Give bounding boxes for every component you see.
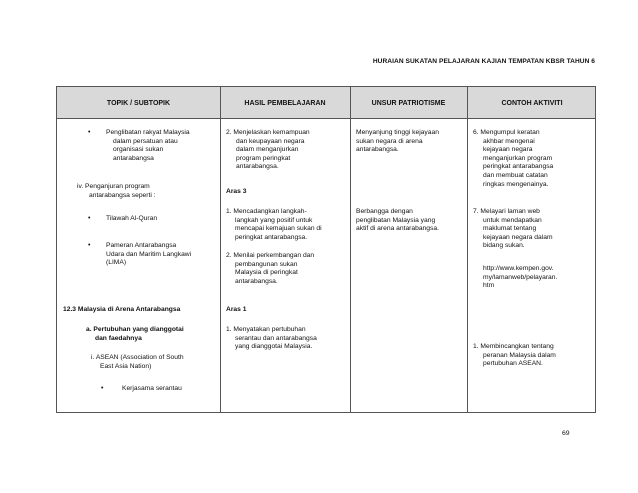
- bullet-icon: •: [88, 242, 91, 249]
- hasil-column: [220, 119, 350, 412]
- topik-penglibatan: Penglibatan rakyat Malaysia dalam persatuan atau organisasi sukan antarabangsa: [106, 129, 190, 162]
- topik-kerjasama: Kerjasama serantau: [122, 385, 182, 392]
- unsur-menyanjung: Menyanjung tinggi kejayaan sukan negara di arena antarabangsa.: [356, 129, 439, 154]
- bullet-icon: •: [88, 215, 91, 222]
- hasil-point-2: 2. Menjelaskan kemampuan dan keupayaan negara dalam menganjurkan program peringkat antarabangsa.: [226, 129, 310, 171]
- bullet-icon: •: [101, 385, 104, 392]
- topik-sub-a: a. Pertubuhan yang dianggotai dan faedahnya: [86, 326, 184, 342]
- topik-item-iv: iv. Penganjuran program antarabangsa seperti :: [77, 183, 156, 199]
- hasil-aras-1: Aras 1: [226, 306, 247, 313]
- contoh-column: [467, 119, 597, 412]
- bullet-icon: •: [88, 129, 91, 136]
- header-hasil: HASIL PEMBELAJARAN: [244, 99, 326, 107]
- topik-pameran-lima: Pameran Antarabangsa Udara dan Maritim Langkawi (LIMA): [106, 242, 192, 267]
- header-contoh: CONTOH AKTIVITI: [501, 99, 563, 107]
- table-header-row: [57, 87, 595, 119]
- syllabus-table: [56, 86, 596, 413]
- topik-column: [57, 119, 220, 412]
- contoh-url: http://www.kempen.gov. my/lamanweb/pelayaran. htm: [483, 265, 558, 290]
- section-12-3-title: 12.3 Malaysia di Arena Antarabangsa: [63, 306, 181, 313]
- contoh-aktiviti-6: 6. Mengumpul keratan akhbar mengenai kejayaan negara menganjurkan program peringkat antarabangsa dan membuat catatan ringkas mengenainya.: [473, 129, 554, 188]
- unsur-berbangga: Berbangga dengan penglibatan Malaysia yang aktif di arena antarabangsa.: [356, 208, 439, 233]
- topik-item-i-asean: i. ASEAN (Association of South East Asia Nation): [91, 354, 184, 370]
- topik-tilawah: Tilawah Al-Quran: [106, 215, 158, 222]
- document-header: HURAIAN SUKATAN PELAJARAN KAJIAN TEMPATAN KBSR TAHUN 6: [372, 58, 595, 65]
- header-unsur: UNSUR PATRIOTISME: [371, 99, 446, 107]
- hasil-aras3-point-2: 2. Menilai perkembangan dan pembangunan sukan Malaysia di peringkat antarabangsa.: [226, 252, 315, 285]
- contoh-aktiviti-1: 1. Membincangkan tentang peranan Malaysia dalam pertubuhan ASEAN.: [473, 343, 556, 368]
- hasil-aras1-point-1: 1. Menyatakan pertubuhan serantau dan antarabangsa yang dianggotai Malaysia.: [226, 326, 317, 351]
- hasil-aras3-point-1: 1. Mencadangkan langkah- langkah yang positif untuk mencapai kemajuan sukan di peringkat antarabangsa.: [226, 208, 322, 241]
- header-topik: TOPIK / SUBTOPIK: [106, 99, 171, 107]
- contoh-aktiviti-7: 7. Melayari laman web untuk mendapatkan maklumat tentang kejayaan negara dalam bidang sukan.: [473, 208, 553, 250]
- page-number: 69: [562, 430, 570, 437]
- unsur-column: [350, 119, 467, 412]
- hasil-aras-3: Aras 3: [226, 188, 247, 195]
